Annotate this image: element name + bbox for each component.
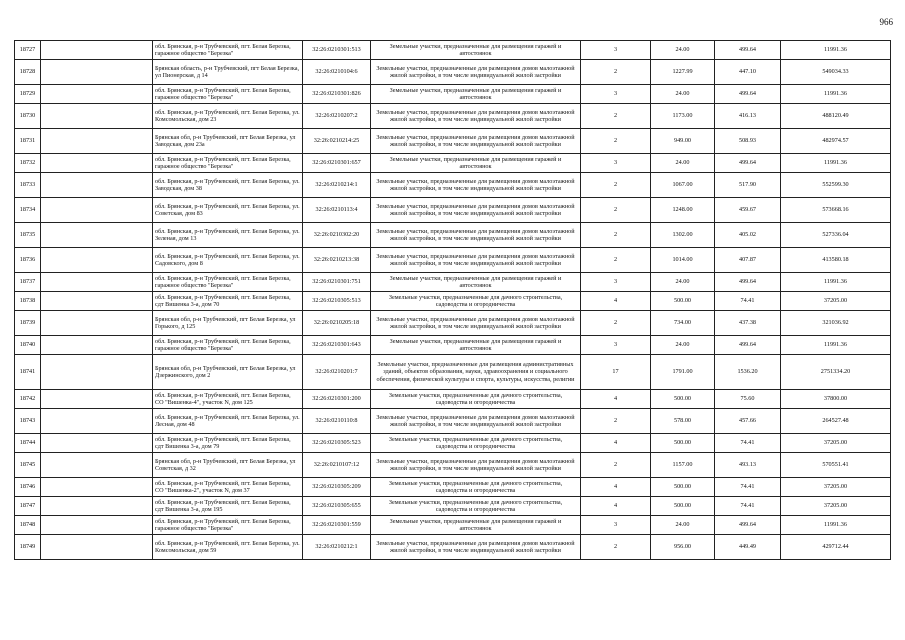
row-category: 3 xyxy=(581,273,651,292)
row-rate: 74.41 xyxy=(715,497,781,516)
row-address: обл. Брянская, р-н Трубчевский, пгт. Белая Березка, ул. Зеленая, дом 13 xyxy=(153,223,303,248)
row-id: 18741 xyxy=(15,355,41,390)
row-rate: 499.64 xyxy=(715,154,781,173)
row-cadastral-number: 32:26:0210201:7 xyxy=(303,355,371,390)
row-value: 413580.18 xyxy=(781,248,891,273)
row-land-use: Земельные участки, предназначенные для размещения домов малоэтажной жилой застройки, в том числе индивидуальной жилой застройки xyxy=(371,198,581,223)
row-category: 2 xyxy=(581,223,651,248)
row-value: 11991.36 xyxy=(781,273,891,292)
row-rate: 437.38 xyxy=(715,311,781,336)
row-value: 11991.36 xyxy=(781,41,891,60)
row-category: 4 xyxy=(581,292,651,311)
row-cadastral-number: 32:26:0210305:209 xyxy=(303,478,371,497)
table-row xyxy=(15,41,891,60)
row-category: 2 xyxy=(581,409,651,434)
table-row xyxy=(15,104,891,129)
table-row xyxy=(15,453,891,478)
row-value: 549034.33 xyxy=(781,60,891,85)
row-value: 11991.36 xyxy=(781,516,891,535)
row-area: 1173.00 xyxy=(651,104,715,129)
row-rate: 499.64 xyxy=(715,85,781,104)
row-category: 2 xyxy=(581,129,651,154)
table-row xyxy=(15,390,891,409)
row-land-use: Земельные участки, предназначенные для размещения домов малоэтажной жилой застройки, в том числе индивидуальной жилой застройки xyxy=(371,60,581,85)
row-land-use: Земельные участки, предназначенные для размещения гаражей и автостоянок xyxy=(371,41,581,60)
row-address: обл. Брянская, р-н Трубчевский, пгт. Белая Березка, гаражное общество "Березка" xyxy=(153,41,303,60)
row-cadastral-number: 32:26:0210301:751 xyxy=(303,273,371,292)
row-rate: 499.64 xyxy=(715,41,781,60)
row-category: 3 xyxy=(581,336,651,355)
row-area: 1157.00 xyxy=(651,453,715,478)
row-value: 488120.49 xyxy=(781,104,891,129)
row-land-use: Земельные участки, предназначенные для размещения гаражей и автостоянок xyxy=(371,273,581,292)
row-address: обл. Брянская, р-н Трубчевский, пгт. Белая Березка, ул. Комсомольская, дом 59 xyxy=(153,535,303,560)
row-value: 321036.92 xyxy=(781,311,891,336)
table-row xyxy=(15,355,891,390)
row-category: 2 xyxy=(581,311,651,336)
row-value: 552599.30 xyxy=(781,173,891,198)
row-value: 37205.00 xyxy=(781,497,891,516)
row-rate: 459.67 xyxy=(715,198,781,223)
row-area: 500.00 xyxy=(651,434,715,453)
row-cadastral-number: 32:26:0210213:38 xyxy=(303,248,371,273)
row-area: 24.00 xyxy=(651,41,715,60)
table-row xyxy=(15,409,891,434)
row-category: 2 xyxy=(581,60,651,85)
row-id: 18732 xyxy=(15,154,41,173)
row-value: 429712.44 xyxy=(781,535,891,560)
row-address: обл. Брянская, р-н Трубчевский, пгт. Белая Березка, СО "Вишенка-4", участок N, дом 125 xyxy=(153,390,303,409)
row-address: обл. Брянская, р-н Трубчевский, пгт. Белая Березка, ул. Лесная, дом 48 xyxy=(153,409,303,434)
row-value: 37205.00 xyxy=(781,292,891,311)
row-id: 18735 xyxy=(15,223,41,248)
row-address: обл. Брянская, р-н Трубчевский, пгт. Белая Березка, ул. Комсомольская, дом 23 xyxy=(153,104,303,129)
row-rate: 493.13 xyxy=(715,453,781,478)
row-id: 18738 xyxy=(15,292,41,311)
row-cadastral-number: 32:26:0210113:4 xyxy=(303,198,371,223)
row-area: 500.00 xyxy=(651,497,715,516)
page-number: 966 xyxy=(879,17,893,27)
row-id: 18734 xyxy=(15,198,41,223)
table-row xyxy=(15,198,891,223)
row-cadastral-number: 32:26:0210214:25 xyxy=(303,129,371,154)
row-address: Брянская область, р-н Трубчевский, пгт Белая Березка, ул Пионерская, д 14 xyxy=(153,60,303,85)
row-land-use: Земельные участки, предназначенные для размещения гаражей и автостоянок xyxy=(371,85,581,104)
row-address: обл. Брянская, р-н Трубчевский, пгт. Белая Березка, сдт Вишенка 3-а, дом 195 xyxy=(153,497,303,516)
row-category: 4 xyxy=(581,390,651,409)
row-category: 3 xyxy=(581,85,651,104)
row-cadastral-number: 32:26:0210302:20 xyxy=(303,223,371,248)
row-cadastral-number: 32:26:0210301:826 xyxy=(303,85,371,104)
table-row xyxy=(15,248,891,273)
row-value: 570551.41 xyxy=(781,453,891,478)
row-land-use: Земельные участки, предназначенные для размещения гаражей и автостоянок xyxy=(371,154,581,173)
table-row xyxy=(15,85,891,104)
row-land-use: Земельные участки, предназначенные для размещения домов малоэтажной жилой застройки, в том числе индивидуальной жилой застройки xyxy=(371,173,581,198)
row-area: 24.00 xyxy=(651,85,715,104)
row-category: 2 xyxy=(581,104,651,129)
row-area: 734.00 xyxy=(651,311,715,336)
table-row xyxy=(15,336,891,355)
row-value: 11991.36 xyxy=(781,85,891,104)
row-address: обл. Брянская, р-н Трубчевский, пгт. Белая Березка, гаражное общество "Березка" xyxy=(153,85,303,104)
row-category: 17 xyxy=(581,355,651,390)
row-id: 18728 xyxy=(15,60,41,85)
row-address: обл. Брянская, р-н Трубчевский, пгт. Белая Березка, ул. Советская, дом 83 xyxy=(153,198,303,223)
row-value: 11991.36 xyxy=(781,336,891,355)
row-rate: 499.64 xyxy=(715,336,781,355)
row-land-use: Земельные участки, предназначенные для размещения домов малоэтажной жилой застройки, в том числе индивидуальной жилой застройки xyxy=(371,223,581,248)
row-id: 18742 xyxy=(15,390,41,409)
row-land-use: Земельные участки, предназначенные для дачного строительства, садоводства и огородничества xyxy=(371,478,581,497)
row-id: 18729 xyxy=(15,85,41,104)
row-area: 1067.00 xyxy=(651,173,715,198)
row-rate: 499.64 xyxy=(715,516,781,535)
row-address: обл. Брянская, р-н Трубчевский, пгт. Белая Березка, СО "Вишенка-2", участок N, дом 37 xyxy=(153,478,303,497)
row-cadastral-number: 32:26:0210301:643 xyxy=(303,336,371,355)
row-category: 2 xyxy=(581,453,651,478)
row-cadastral-number: 32:26:0210107:12 xyxy=(303,453,371,478)
row-cadastral-number: 32:26:0210301:657 xyxy=(303,154,371,173)
table-row xyxy=(15,535,891,560)
row-id: 18736 xyxy=(15,248,41,273)
row-land-use: Земельные участки, предназначенные для размещения домов малоэтажной жилой застройки, в том числе индивидуальной жилой застройки xyxy=(371,104,581,129)
row-id: 18747 xyxy=(15,497,41,516)
row-cadastral-number: 32:26:0210214:1 xyxy=(303,173,371,198)
row-value: 2751334.20 xyxy=(781,355,891,390)
row-cadastral-number: 32:26:0210305:523 xyxy=(303,434,371,453)
table-row xyxy=(15,273,891,292)
row-category: 3 xyxy=(581,516,651,535)
row-area: 24.00 xyxy=(651,154,715,173)
row-id: 18737 xyxy=(15,273,41,292)
row-address: обл. Брянская, р-н Трубчевский, пгт. Белая Березка, гаражное общество "Березка" xyxy=(153,273,303,292)
row-area: 500.00 xyxy=(651,478,715,497)
row-rate: 407.87 xyxy=(715,248,781,273)
row-category: 2 xyxy=(581,198,651,223)
row-rate: 74.41 xyxy=(715,434,781,453)
row-land-use: Земельные участки, предназначенные для дачного строительства, садоводства и огородничества xyxy=(371,497,581,516)
row-address: обл. Брянская, р-н Трубчевский, пгт. Белая Березка, гаражное общество "Березка" xyxy=(153,516,303,535)
row-address: обл. Брянская, р-н Трубчевский, пгт. Белая Березка, ул. Заводская, дом 38 xyxy=(153,173,303,198)
row-rate: 499.64 xyxy=(715,273,781,292)
row-rate: 416.13 xyxy=(715,104,781,129)
row-cadastral-number: 32:26:0210212:1 xyxy=(303,535,371,560)
row-area: 500.00 xyxy=(651,390,715,409)
row-land-use: Земельные участки, предназначенные для размещения домов малоэтажной жилой застройки, в том числе индивидуальной жилой застройки xyxy=(371,129,581,154)
table-row xyxy=(15,516,891,535)
row-value: 11991.36 xyxy=(781,154,891,173)
row-id: 18748 xyxy=(15,516,41,535)
row-area: 24.00 xyxy=(651,273,715,292)
row-land-use: Земельные участки, предназначенные для размещения домов малоэтажной жилой застройки, в том числе индивидуальной жилой застройки xyxy=(371,311,581,336)
row-area: 1791.00 xyxy=(651,355,715,390)
row-value: 482974.57 xyxy=(781,129,891,154)
table-row xyxy=(15,497,891,516)
row-cadastral-number: 32:26:0210110:8 xyxy=(303,409,371,434)
table-row xyxy=(15,292,891,311)
table-row xyxy=(15,154,891,173)
row-value: 573668.16 xyxy=(781,198,891,223)
row-address: Брянская обл, р-н Трубчевский, пгт Белая Березка, ул Дзержинского, дом 2 xyxy=(153,355,303,390)
row-rate: 517.90 xyxy=(715,173,781,198)
row-value: 37205.00 xyxy=(781,478,891,497)
row-rate: 74.41 xyxy=(715,292,781,311)
row-rate: 447.10 xyxy=(715,60,781,85)
row-cadastral-number: 32:26:0210104:6 xyxy=(303,60,371,85)
table-row xyxy=(15,434,891,453)
row-area: 1227.99 xyxy=(651,60,715,85)
row-value: 37800.00 xyxy=(781,390,891,409)
row-category: 3 xyxy=(581,154,651,173)
row-id: 18739 xyxy=(15,311,41,336)
row-id: 18746 xyxy=(15,478,41,497)
row-address: Брянская обл, р-н Трубчевский, пгт Белая Березка, ул Заводская, дом 23а xyxy=(153,129,303,154)
row-address: обл. Брянская, р-н Трубчевский, пгт. Белая Березка, сдт Вишенка 3-а, дом 79 xyxy=(153,434,303,453)
row-area: 500.00 xyxy=(651,292,715,311)
row-category: 4 xyxy=(581,478,651,497)
row-land-use: Земельные участки, предназначенные для дачного строительства, садоводства и огородничества xyxy=(371,292,581,311)
row-category: 2 xyxy=(581,535,651,560)
row-category: 2 xyxy=(581,248,651,273)
row-land-use: Земельные участки, предназначенные для размещения гаражей и автостоянок xyxy=(371,516,581,535)
row-rate: 74.41 xyxy=(715,478,781,497)
row-address: Брянская обл, р-н Трубчевский, пгт Белая Березка, ул Горького, д 125 xyxy=(153,311,303,336)
row-value: 264527.48 xyxy=(781,409,891,434)
table-row xyxy=(15,60,891,85)
table-row xyxy=(15,129,891,154)
row-cadastral-number: 32:26:0210301:513 xyxy=(303,41,371,60)
row-rate: 405.02 xyxy=(715,223,781,248)
table-row xyxy=(15,223,891,248)
row-category: 2 xyxy=(581,173,651,198)
row-land-use: Земельные участки, предназначенные для дачного строительства, садоводства и огородничества xyxy=(371,390,581,409)
row-area: 24.00 xyxy=(651,516,715,535)
row-area: 1248.00 xyxy=(651,198,715,223)
row-rate: 1536.20 xyxy=(715,355,781,390)
row-land-use: Земельные участки, предназначенные для размещения домов малоэтажной жилой застройки, в том числе индивидуальной жилой застройки xyxy=(371,248,581,273)
row-land-use: Земельные участки, предназначенные для размещения административных зданий, объектов образования, науки, здравоохранения и социального обеспечения, физической культуры и спорта, культуры, искусства, религии xyxy=(371,355,581,390)
row-address: обл. Брянская, р-н Трубчевский, пгт. Белая Березка, гаражное общество "Березка" xyxy=(153,154,303,173)
cadastral-value-table xyxy=(14,40,891,560)
row-value: 527336.04 xyxy=(781,223,891,248)
row-cadastral-number: 32:26:0210305:655 xyxy=(303,497,371,516)
table-row xyxy=(15,478,891,497)
row-area: 1014.00 xyxy=(651,248,715,273)
row-area: 956.00 xyxy=(651,535,715,560)
row-value: 37205.00 xyxy=(781,434,891,453)
row-cadastral-number: 32:26:0210207:2 xyxy=(303,104,371,129)
row-cadastral-number: 32:26:0210205:18 xyxy=(303,311,371,336)
row-category: 3 xyxy=(581,41,651,60)
row-id: 18740 xyxy=(15,336,41,355)
table-row xyxy=(15,173,891,198)
row-area: 949.00 xyxy=(651,129,715,154)
row-area: 24.00 xyxy=(651,336,715,355)
row-id: 18733 xyxy=(15,173,41,198)
row-land-use: Земельные участки, предназначенные для дачного строительства, садоводства и огородничества xyxy=(371,434,581,453)
row-area: 578.00 xyxy=(651,409,715,434)
row-id: 18745 xyxy=(15,453,41,478)
row-id: 18743 xyxy=(15,409,41,434)
row-land-use: Земельные участки, предназначенные для размещения гаражей и автостоянок xyxy=(371,336,581,355)
row-area: 1302.00 xyxy=(651,223,715,248)
row-cadastral-number: 32:26:0210305:513 xyxy=(303,292,371,311)
row-id: 18730 xyxy=(15,104,41,129)
row-address: обл. Брянская, р-н Трубчевский, пгт. Белая Березка, ул. Садовского, дом 8 xyxy=(153,248,303,273)
table-body xyxy=(15,41,891,560)
row-category: 4 xyxy=(581,434,651,453)
row-land-use: Земельные участки, предназначенные для размещения домов малоэтажной жилой застройки, в том числе индивидуальной жилой застройки xyxy=(371,409,581,434)
row-id: 18749 xyxy=(15,535,41,560)
row-cadastral-number: 32:26:0210301:200 xyxy=(303,390,371,409)
row-rate: 457.66 xyxy=(715,409,781,434)
row-category: 4 xyxy=(581,497,651,516)
row-id: 18744 xyxy=(15,434,41,453)
row-address: Брянская обл, р-н Трубчевский, пгт Белая Березка, ул Советская, д 32 xyxy=(153,453,303,478)
table-row xyxy=(15,311,891,336)
row-rate: 449.49 xyxy=(715,535,781,560)
row-rate: 75.60 xyxy=(715,390,781,409)
row-land-use: Земельные участки, предназначенные для размещения домов малоэтажной жилой застройки, в том числе индивидуальной жилой застройки xyxy=(371,453,581,478)
row-id: 18727 xyxy=(15,41,41,60)
row-land-use: Земельные участки, предназначенные для размещения домов малоэтажной жилой застройки, в том числе индивидуальной жилой застройки xyxy=(371,535,581,560)
row-cadastral-number: 32:26:0210301:559 xyxy=(303,516,371,535)
row-address: обл. Брянская, р-н Трубчевский, пгт. Белая Березка, гаражное общество "Березка" xyxy=(153,336,303,355)
row-address: обл. Брянская, р-н Трубчевский, пгт. Белая Березка, сдт Вишенка 3-а, дом 70 xyxy=(153,292,303,311)
row-rate: 508.93 xyxy=(715,129,781,154)
row-id: 18731 xyxy=(15,129,41,154)
